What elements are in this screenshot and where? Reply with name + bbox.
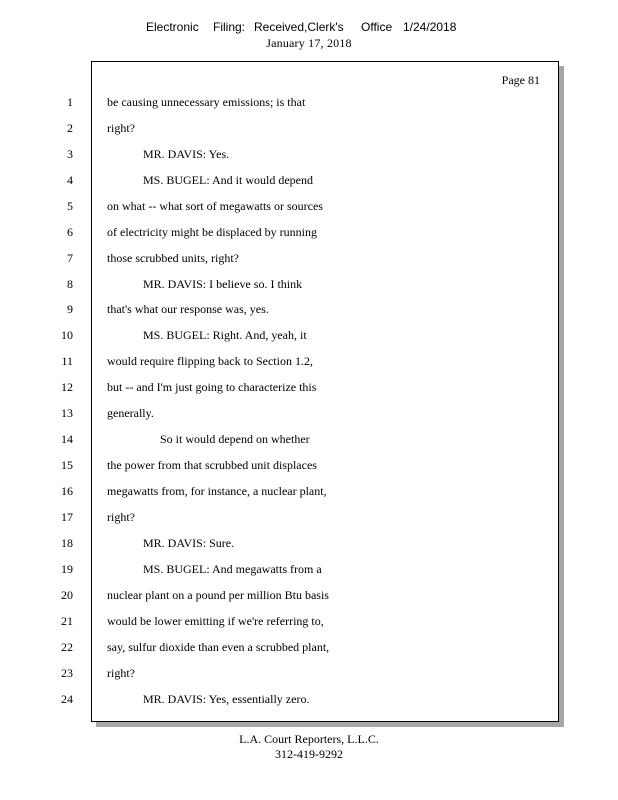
line-number: 11 <box>61 354 73 368</box>
line-text: generally. <box>107 406 154 420</box>
stamp-filing: Filing: <box>213 20 246 34</box>
line-text: right? <box>107 510 135 524</box>
line-number: 18 <box>61 536 73 550</box>
transcript-page <box>61 61 559 722</box>
line-text: MS. BUGEL: And it would depend <box>143 173 313 187</box>
line-text: but -- and I'm just going to characterize this <box>107 380 317 394</box>
line-text: be causing unnecessary emissions; is that <box>107 95 306 109</box>
line-number: 23 <box>61 666 73 680</box>
line-text: would be lower emitting if we're referring to, <box>107 614 324 628</box>
line-text: MR. DAVIS: Yes. <box>143 147 230 161</box>
line-text: of electricity might be displaced by running <box>107 225 317 239</box>
line-number: 20 <box>61 588 73 602</box>
line-number: 7 <box>67 251 73 265</box>
line-text: on what -- what sort of megawatts or sources <box>107 199 323 213</box>
line-text: So it would depend on whether <box>160 432 310 446</box>
line-text: megawatts from, for instance, a nuclear plant, <box>107 484 327 498</box>
line-number: 17 <box>61 510 73 524</box>
line-number: 5 <box>67 199 73 213</box>
footer-reporter: L.A. Court Reporters, L.L.C. <box>239 732 379 746</box>
page-number: Page 81 <box>501 73 540 87</box>
line-number: 2 <box>67 121 73 135</box>
line-number: 21 <box>61 614 73 628</box>
stamp-date: 1/24/2018 <box>403 20 457 34</box>
line-number: 10 <box>61 328 73 342</box>
footer-phone: 312-419-9292 <box>275 747 343 761</box>
filing-stamp <box>0 20 618 36</box>
line-text: the power from that scrubbed unit displaces <box>107 458 317 472</box>
line-number: 22 <box>61 640 73 654</box>
line-text: MS. BUGEL: And megawatts from a <box>143 562 322 576</box>
line-number: 24 <box>61 692 73 706</box>
line-text: say, sulfur dioxide than even a scrubbed plant, <box>107 640 330 654</box>
line-text: right? <box>107 121 135 135</box>
line-number: 19 <box>61 562 73 576</box>
line-number: 3 <box>67 147 73 161</box>
filed-date: January 17, 2018 <box>266 36 352 50</box>
line-number: 16 <box>61 484 73 498</box>
stamp-received: Received,Clerk's <box>254 20 344 34</box>
line-text: MR. DAVIS: Sure. <box>143 536 235 550</box>
line-number: 12 <box>61 380 73 394</box>
line-text: those scrubbed units, right? <box>107 251 239 265</box>
line-text: right? <box>107 666 135 680</box>
stamp-office: Office <box>361 20 393 34</box>
line-number: 8 <box>67 277 73 291</box>
line-number: 15 <box>61 458 73 472</box>
line-number: 4 <box>67 173 73 187</box>
line-text: that's what our response was, yes. <box>107 302 269 316</box>
line-number: 13 <box>61 406 73 420</box>
line-number: 6 <box>67 225 73 239</box>
line-number: 14 <box>61 432 73 446</box>
line-number: 1 <box>67 95 73 109</box>
line-text: MR. DAVIS: I believe so. I think <box>143 277 303 291</box>
line-number: 9 <box>67 302 73 316</box>
line-text: MR. DAVIS: Yes, essentially zero. <box>143 692 310 706</box>
line-text: would require flipping back to Section 1.2, <box>107 354 313 368</box>
line-text: nuclear plant on a pound per million Btu basis <box>107 588 329 602</box>
line-text: MS. BUGEL: Right. And, yeah, it <box>143 328 307 342</box>
stamp-electronic: Electronic <box>146 20 199 34</box>
